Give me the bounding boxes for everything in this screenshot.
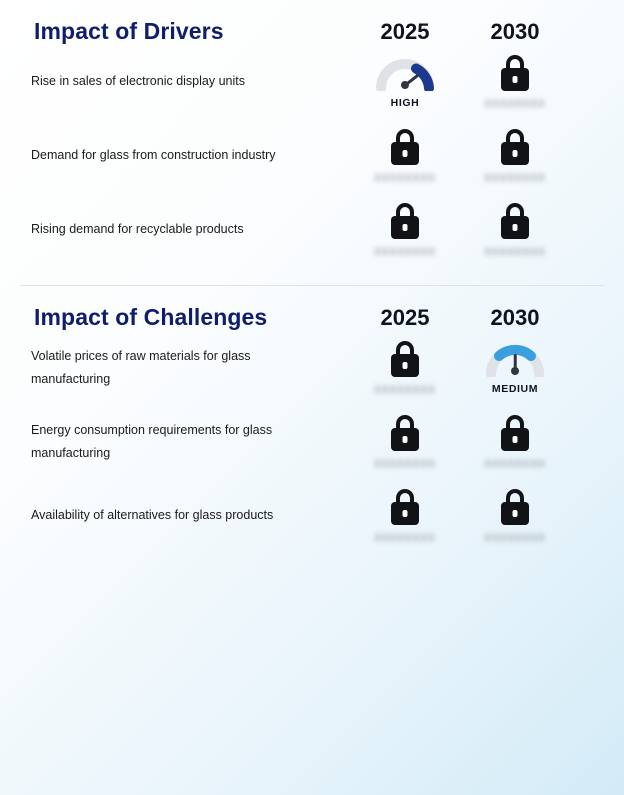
locked-placeholder: XXXXXXXX (374, 246, 436, 258)
locked-placeholder: XXXXXXXX (374, 384, 436, 396)
table-row (20, 119, 604, 193)
impact-cell-2030[interactable] (460, 415, 570, 470)
locked-placeholder: XXXXXXXX (484, 458, 546, 470)
impact-level-label: MEDIUM (491, 383, 539, 395)
gauge-icon (376, 55, 434, 91)
locked-placeholder: XXXXXXXX (484, 172, 546, 184)
column-header-2030: 2030 (490, 18, 540, 44)
impact-cell-2030 (460, 341, 570, 395)
section-header-drivers (20, 0, 604, 45)
lock-icon[interactable] (500, 415, 530, 451)
locked-placeholder: XXXXXXXX (374, 532, 436, 544)
table-row (20, 45, 604, 119)
table-row (20, 331, 604, 405)
lock-icon[interactable] (390, 203, 420, 239)
lock-icon[interactable] (500, 203, 530, 239)
row-label: Rise in sales of electronic display units (31, 74, 245, 89)
lock-icon[interactable] (390, 341, 420, 377)
section-header-challenges (20, 286, 604, 331)
table-row (20, 479, 604, 553)
impact-cell-2025[interactable] (350, 129, 460, 184)
impact-cell-2030[interactable] (460, 489, 570, 544)
lock-icon[interactable] (390, 415, 420, 451)
table-row (20, 193, 604, 267)
impact-cell-2030[interactable] (460, 203, 570, 258)
gauge-hub (401, 81, 409, 89)
row-label: Demand for glass from construction industry (31, 148, 276, 163)
column-header-2030: 2030 (490, 304, 540, 330)
impact-cell-2025[interactable] (350, 415, 460, 470)
impact-cell-2025 (350, 55, 460, 109)
row-label: Volatile prices of raw materials for glass manufacturing (31, 348, 251, 386)
locked-placeholder: XXXXXXXX (484, 246, 546, 258)
locked-placeholder: XXXXXXXX (484, 98, 546, 110)
impact-cell-2030[interactable] (460, 55, 570, 110)
gauge-icon (486, 341, 544, 377)
impact-cell-2030[interactable] (460, 129, 570, 184)
section-drivers (20, 0, 604, 267)
impact-cell-2025[interactable] (350, 203, 460, 258)
page-title: Impact of Drivers (34, 18, 224, 44)
locked-placeholder: XXXXXXXX (484, 532, 546, 544)
impact-cell-2025[interactable] (350, 489, 460, 544)
table-row (20, 405, 604, 479)
lock-icon[interactable] (500, 129, 530, 165)
row-label: Availability of alternatives for glass products (31, 508, 274, 523)
impact-level-label: HIGH (390, 97, 420, 109)
lock-icon[interactable] (390, 129, 420, 165)
lock-icon[interactable] (500, 55, 530, 91)
column-header-2025: 2025 (380, 304, 430, 330)
locked-placeholder: XXXXXXXX (374, 458, 436, 470)
row-label: Energy consumption requirements for glass manufacturing (31, 422, 273, 460)
impact-cell-2025[interactable] (350, 341, 460, 396)
lock-icon[interactable] (500, 489, 530, 525)
gauge-hub (511, 367, 519, 375)
locked-placeholder: XXXXXXXX (374, 172, 436, 184)
row-label: Rising demand for recyclable products (31, 222, 244, 237)
lock-icon[interactable] (390, 489, 420, 525)
section-challenges (20, 286, 604, 553)
column-header-2025: 2025 (380, 18, 430, 44)
section-title: Impact of Challenges (34, 304, 268, 330)
